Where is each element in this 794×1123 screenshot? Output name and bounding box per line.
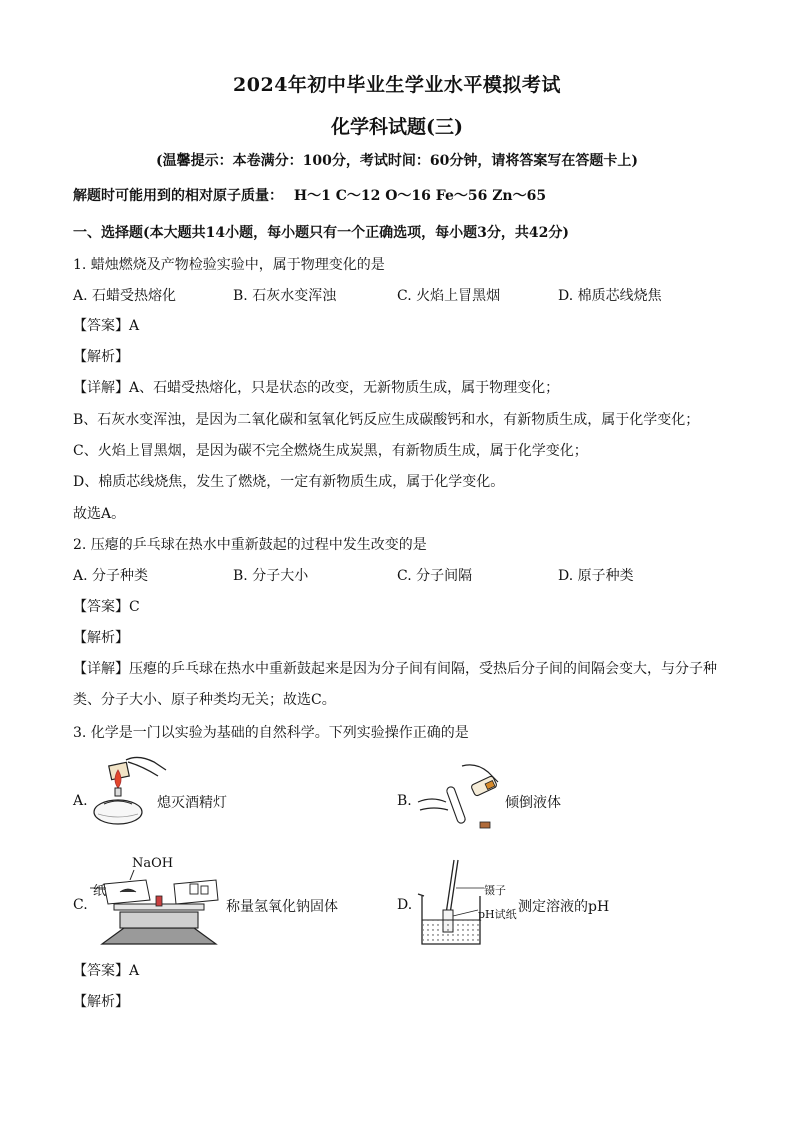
q2-analysis-label: 【解析】 — [73, 630, 129, 646]
q2-option-d: D. 原子种类 — [558, 568, 634, 584]
q1-option-b: B. 石灰水变浑浊 — [233, 288, 337, 304]
naoh-label: NaOH — [132, 856, 174, 871]
q3-option-b-letter: B. — [397, 793, 412, 809]
q1-detail-1: 【详解】A、石蜡受热熔化，只是状态的改变，无新物质生成，属于物理变化； — [73, 380, 560, 396]
atomic-mass-line — [73, 187, 546, 205]
q3-option-b-text: 倾倒液体 — [505, 795, 561, 811]
q3-option-c-text: 称量氢氧化钠固体 — [226, 899, 338, 915]
q1-detail-4: D、棉质芯线烧焦，发生了燃烧，一定有新物质生成，属于化学变化。 — [73, 474, 505, 490]
q1-option-a: A. 石蜡受热熔化 — [73, 288, 177, 304]
exam-notice: (温馨提示：本卷满分：100分，考试时间：60分钟，请将答案写在答题卡上) — [156, 153, 638, 169]
atomic-mass-values: H～1 C～12 O～16 Fe～56 Zn～65 — [293, 188, 547, 204]
q3-stem: 3. 化学是一门以实验为基础的自然科学。下列实验操作正确的是 — [73, 725, 469, 741]
ph-test-figure — [416, 858, 486, 948]
q1-conclusion: 故选A。 — [73, 506, 126, 522]
section-heading: 一、选择题(本大题共14小题，每小题只有一个正确选项，每小题3分，共42分) — [73, 225, 569, 241]
q1-answer: 【答案】A — [73, 318, 140, 334]
q2-answer: 【答案】C — [73, 599, 140, 615]
exam-subtitle: 化学科试题(三) — [331, 116, 463, 138]
q3-option-d-text: 测定溶液的pH — [518, 899, 610, 915]
q3-analysis-label: 【解析】 — [73, 994, 129, 1010]
q3-answer: 【答案】A — [73, 963, 140, 979]
q1-option-d: D. 棉质芯线烧焦 — [558, 288, 662, 304]
q2-option-b: B. 分子大小 — [233, 568, 309, 584]
q2-option-c: C. 分子间隔 — [397, 568, 473, 584]
q1-detail-2: B、石灰水变浑浊，是因为二氧化碳和氢氧化钙反应生成碳酸钙和水，有新物质生成，属于化学变化； — [73, 412, 700, 428]
q3-option-a-text: 熄灭酒精灯 — [157, 795, 227, 811]
paper-label: 纸 — [93, 884, 107, 899]
q3-option-c-letter: C. — [73, 897, 88, 913]
q1-analysis-label: 【解析】 — [73, 349, 129, 365]
q1-stem: 1. 蜡烛燃烧及产物检验实验中，属于物理变化的是 — [73, 257, 385, 273]
q1-option-c: C. 火焰上冒黑烟 — [397, 288, 501, 304]
q2-stem: 2. 压瘪的乒乓球在热水中重新鼓起的过程中发生改变的是 — [73, 537, 427, 553]
q2-detail-2: 类、分子大小、原子种类均无关；故选C。 — [73, 692, 336, 708]
ph-paper-label: pH试纸 — [478, 908, 517, 921]
q3-option-d-letter: D. — [397, 897, 413, 913]
exam-title: 2024年初中毕业生学业水平模拟考试 — [233, 74, 561, 96]
q3-option-a-letter: A. — [73, 793, 88, 809]
alcohol-lamp-figure — [88, 752, 168, 828]
q2-detail-1: 【详解】压瘪的乒乓球在热水中重新鼓起来是因为分子间有间隔，受热后分子间的间隔会变大，与分子种 — [73, 661, 717, 677]
q1-detail-3: C、火焰上冒黑烟，是因为碳不完全燃烧生成炭黑，有新物质生成，属于化学变化； — [73, 443, 588, 459]
tweezers-label: 镊子 — [484, 884, 506, 897]
q2-option-a: A. 分子种类 — [73, 568, 149, 584]
atomic-mass-label: 解题时可能用到的相对原子质量： — [73, 188, 283, 204]
pour-liquid-figure — [414, 762, 504, 834]
